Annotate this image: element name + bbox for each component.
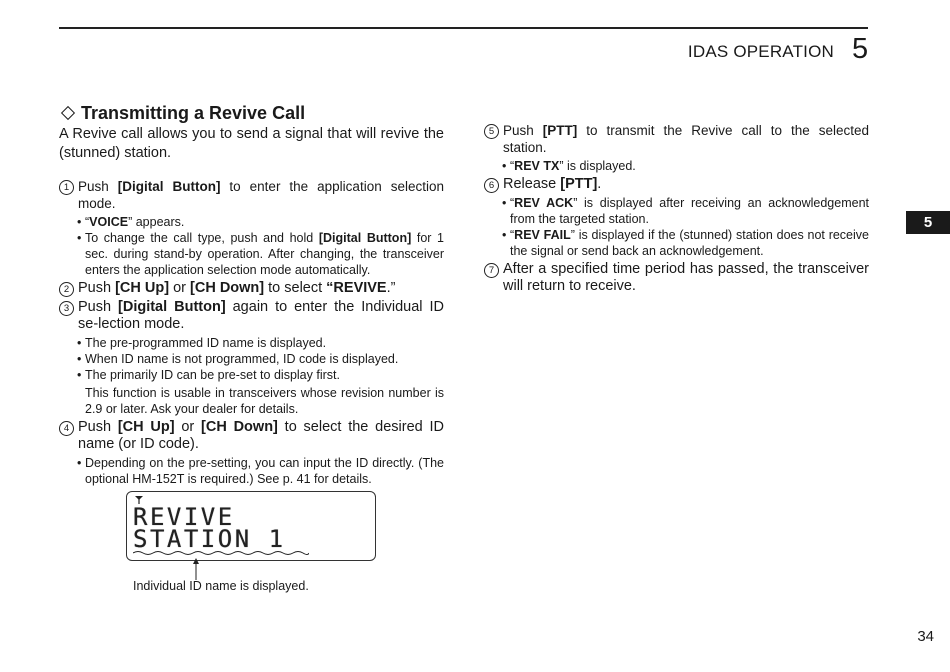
- list-item: • “REV FAIL” is displayed if the (stunned) station does not receive the signal or send back an acknowledgement.: [502, 227, 869, 259]
- lcd-display: [126, 491, 376, 561]
- step-number: 7: [484, 263, 499, 278]
- step-number: 1: [59, 180, 74, 195]
- step-6-notes: [484, 195, 869, 259]
- step-number: 5: [484, 124, 499, 139]
- step-text: Release [PTT].: [503, 176, 602, 192]
- chapter-title: IDAS OPERATION: [687, 42, 834, 61]
- right-column: [484, 122, 869, 297]
- step-number: 3: [59, 301, 74, 316]
- step-text: Push [CH Up] or [CH Down] to select “REVIVE.”: [78, 280, 396, 296]
- step-3-notes: [59, 335, 444, 383]
- step-4: [59, 419, 444, 453]
- revision-note: This function is usable in transceivers whose revision number is 2.9 or later. Ask your dealer for details.: [85, 386, 444, 416]
- header-rule: [59, 27, 868, 29]
- step-text: Push [Digital Button] again to enter the Individual ID se-lection mode.: [78, 299, 444, 332]
- lcd-line-1: REVIVE: [133, 503, 235, 531]
- step-text: Push [PTT] to transmit the Revive call to the selected station.: [503, 123, 869, 155]
- chapter-number: 5: [852, 33, 869, 65]
- list-item: • “REV ACK” is displayed after receiving an acknowledgement from the targeted station.: [502, 195, 869, 227]
- list-item: • The pre-programmed ID name is displayed.: [77, 335, 444, 351]
- chapter-side-tab: 5: [906, 211, 950, 234]
- diamond-icon: [61, 106, 75, 120]
- wavy-underline-icon: [133, 550, 309, 556]
- list-item: • “VOICE” appears.: [77, 214, 444, 230]
- section-heading: [59, 102, 444, 124]
- step-number: 4: [59, 421, 74, 436]
- lcd-caption: Individual ID name is displayed.: [133, 579, 309, 593]
- list-item: • When ID name is not programmed, ID code is displayed.: [77, 351, 444, 367]
- step-number: 6: [484, 178, 499, 193]
- step-1-notes: [59, 214, 444, 278]
- list-item: • The primarily ID can be pre-set to display first.: [77, 367, 444, 383]
- step-number: 2: [59, 282, 74, 297]
- lcd-line-2: STATION 1: [133, 525, 286, 553]
- step-5: [484, 122, 869, 156]
- step-text: Push [Digital Button] to enter the application selection mode.: [78, 179, 444, 211]
- step-6: [484, 176, 869, 193]
- step-1: [59, 178, 444, 212]
- page-number: 34: [917, 628, 934, 645]
- list-item: • “REV TX” is displayed.: [502, 158, 869, 174]
- left-column: [59, 102, 444, 599]
- step-3: [59, 299, 444, 333]
- key-label: [Digital Button]: [117, 179, 221, 194]
- step-7: [484, 261, 869, 295]
- section-intro: A Revive call allows you to send a signal that will revive the (stunned) station.: [59, 126, 444, 161]
- list-item: • To change the call type, push and hold [Digital Button] for 1 sec. during stand-by operation. After changing, the transceiver enters the application selection mode automatically.: [77, 230, 444, 278]
- step-4-notes: [59, 455, 444, 487]
- lcd-illustration: [59, 489, 444, 599]
- step-text: Push [CH Up] or [CH Down] to select the desired ID name (or ID code).: [78, 419, 444, 452]
- step-2: [59, 280, 444, 297]
- list-item: • Depending on the pre-setting, you can input the ID directly. (The optional HM-152T is required.) See p. 41 for details.: [77, 455, 444, 487]
- step-text: After a specified time period has passed, the transceiver will return to receive.: [503, 261, 869, 294]
- step-5-notes: [484, 158, 869, 174]
- pointer-arrow-icon: [192, 558, 200, 580]
- section-title: Transmitting a Revive Call: [81, 103, 306, 123]
